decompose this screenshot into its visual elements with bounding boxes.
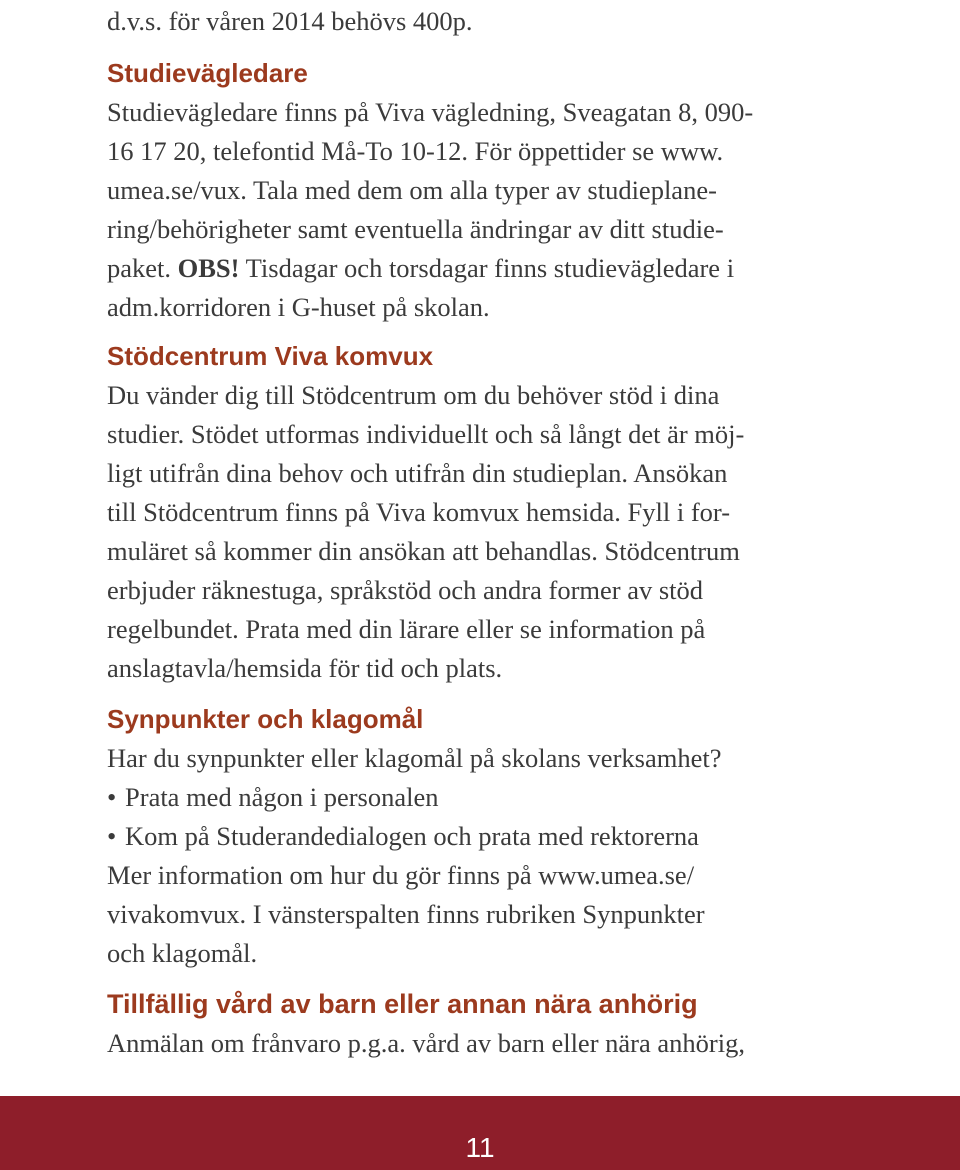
section-heading-synpunkter: Synpunkter och klagomål — [107, 704, 424, 734]
section-studievagledare — [107, 53, 847, 327]
paragraph-line: och klagomål. — [107, 938, 258, 968]
section-stodcentrum — [107, 336, 847, 688]
paragraph-line: Anmälan om frånvaro p.g.a. vård av barn eller nära anhörig, — [107, 1028, 745, 1058]
paragraph-line: anslagtavla/hemsida för tid och plats. — [107, 653, 503, 683]
paragraph-line: Studievägledare finns på Viva vägledning, Sveagatan 8, 090- — [107, 97, 754, 127]
paragraph-line-obs — [107, 249, 847, 288]
paragraph-line: erbjuder räknestuga, språkstöd och andra former av stöd — [107, 575, 704, 605]
paragraph-line: regelbundet. Prata med din lärare eller se information på — [107, 614, 706, 644]
intro-line: d.v.s. för våren 2014 behövs 400p. — [107, 6, 473, 36]
list-item-text: Prata med någon i personalen — [125, 782, 439, 812]
paragraph-line: till Stödcentrum finns på Viva komvux hemsida. Fyll i for- — [107, 497, 731, 527]
list-item — [107, 817, 847, 856]
list-item — [107, 778, 847, 817]
bullet-icon: • — [107, 782, 117, 812]
obs-line-rest: Tisdagar och torsdagar finns studievägledare i — [239, 253, 735, 283]
paragraph-line: ligt utifrån dina behov och utifrån din studieplan. Ansökan — [107, 458, 728, 488]
section-tillfallig-vard — [107, 984, 847, 1063]
obs-label: OBS! — [177, 253, 240, 283]
document-page — [107, 0, 847, 1063]
section-synpunkter — [107, 699, 847, 973]
page-number: 11 — [465, 1132, 495, 1163]
paragraph-line: Har du synpunkter eller klagomål på skolans verksamhet? — [107, 743, 722, 773]
paragraph-line: muläret så kommer din ansökan att behandlas. Stödcentrum — [107, 536, 740, 566]
section-heading-stodcentrum: Stödcentrum Viva komvux — [107, 341, 434, 371]
paragraph-line: vivakomvux. I vänsterspalten finns rubriken Synpunkter — [107, 899, 705, 929]
paragraph-line: ring/behörigheter samt eventuella ändringar av ditt studie- — [107, 214, 724, 244]
paragraph-line: adm.korridoren i G-huset på skolan. — [107, 292, 490, 322]
paragraph-line: Mer information om hur du gör finns på www.umea.se/ — [107, 860, 695, 890]
list-item-text: Kom på Studerandedialogen och prata med rektorerna — [125, 821, 699, 851]
paragraph-line: Du vänder dig till Stödcentrum om du behöver stöd i dina — [107, 380, 720, 410]
section-heading-tillfallig-vard: Tillfällig vård av barn eller annan nära anhörig — [107, 989, 698, 1019]
paragraph-line: 16 17 20, telefontid Må-To 10-12. För öppettider se www. — [107, 136, 724, 166]
obs-line-prefix: paket. — [107, 253, 178, 283]
paragraph-line: umea.se/vux. Tala med dem om alla typer av studieplane- — [107, 175, 717, 205]
paragraph-line: studier. Stödet utformas individuellt och så långt det är möj- — [107, 419, 745, 449]
section-heading-studievagledare: Studievägledare — [107, 58, 308, 88]
bullet-icon: • — [107, 821, 117, 851]
